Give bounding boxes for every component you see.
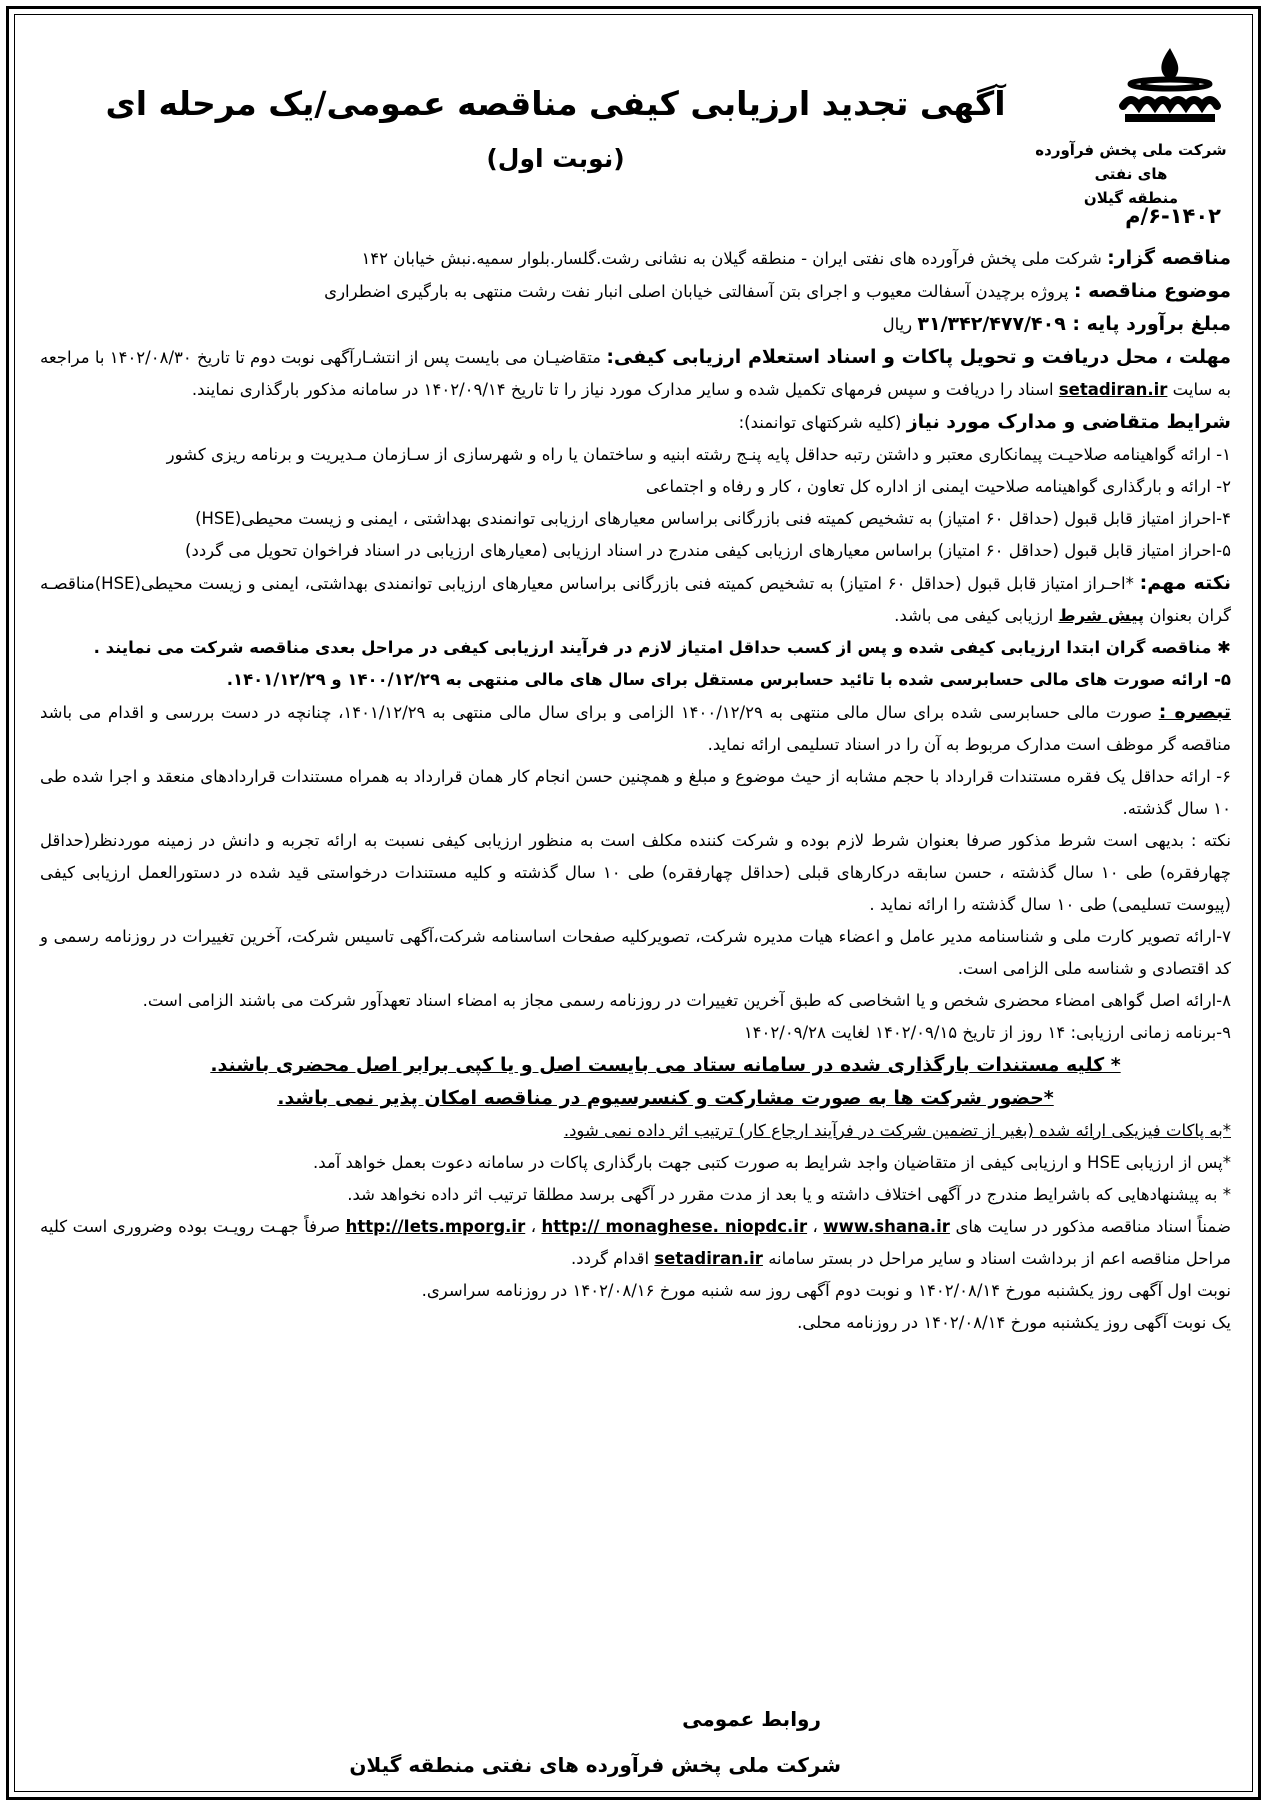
condition-item: ۶- ارائه حداقل یک فقره مستندات قرارداد با حجم مشابه از حیث موضوع و مبلغ و همچنین حسن انجام کار همان قرارداد به همراه مستندات قراردادهای منعقد و اجرا شده طی ۱۰ سال گذشته. xyxy=(40,767,1231,818)
important-key: پیش شرط xyxy=(1058,606,1145,625)
notice-body xyxy=(40,242,1231,1339)
condition-item: ۸-ارائه اصل گواهی امضاء محضری شخص و یا اشخاصی که طبق آخرین تغییرات در روزنامه رسمی مجاز به امضاء اسناد تعهدآور شرکت می باشند الزامی است. xyxy=(142,991,1231,1010)
condition-item: ۷-ارائه تصویر کارت ملی و شناسنامه مدیر عامل و اعضاء هیات مدیره شرکت، تصویرکلیه صفحات اساسنامه شرکت،آگهی تاسیس شرکت، آخرین تغییرات در روزنامه رسمی و کد اقتصادی و شناسه ملی الزامی است. xyxy=(40,927,1231,978)
estimate-label: مبلغ برآورد پایه : ۳۱/۳۴۲/۴۷۷/۴۰۹ xyxy=(917,313,1231,335)
sites-text-2: صرفاً جهـت رویـت بوده وضروری است کلیه مراحل مناقصه اعم از برداشت اسناد و سایر مراحل در بستر سامانه xyxy=(40,1217,1231,1268)
important-note xyxy=(40,567,1231,632)
deadline-paragraph xyxy=(40,341,1231,406)
star-note xyxy=(40,632,1231,664)
shana-link[interactable]: www.shana.ir xyxy=(823,1217,950,1236)
notice-consortium xyxy=(40,1082,1231,1115)
notice-title: آگهی تجدید ارزیابی کیفی مناقصه عمومی/یک مرحله ای xyxy=(105,84,1006,123)
deadline-text-2: اسناد را دریافت و سپس فرمهای تکمیل شده و سایر مدارک مورد نیاز را تا تاریخ ۱۴۰۲/۰۹/۱۴ در سامانه مذکور بارگذاری نمایند. xyxy=(191,380,1054,399)
subject-label: موضوع مناقصه : xyxy=(1073,280,1231,302)
condition-note: نکته : بدیهی است شرط مذکور صرفا بعنوان شرط لازم بوده و شرکت کننده مکلف است به منظور ارزیابی کیفی نسبت به ارائه تجربه و دانش در زمینه موردنظر(حداقل چهارفقره) طی ۱۰ سال گذشته ، حسن سابقه درکارهای قبلی (حداقل چهارفقره) طی ۱۰ سال گذشته و کلیه مستندات درخواستی قید شده در دستورالعمل ارزیابی کیفی (پیوست تسلیمی) طی ۱۰ سال گذشته را ارائه نماید . xyxy=(40,831,1231,914)
organizer-label: مناقصه گزار: xyxy=(1107,247,1231,269)
setadiran-link-2[interactable]: setadiran.ir xyxy=(654,1249,763,1268)
subject-line xyxy=(40,275,1231,308)
deadline-label: مهلت ، محل دریافت و تحویل پاکات و اسناد استعلام ارزیابی کیفی: xyxy=(606,346,1231,368)
public-relations: روابط عمومی xyxy=(682,1707,821,1731)
company-header xyxy=(1031,138,1231,210)
important-text-2: ارزیابی کیفی می باشد. xyxy=(894,606,1054,625)
star-note-text: مناقصه گران ابتدا ارزیابی کیفی شده و پس از کسب حداقل امتیاز لازم در فرآیند ارزیابی کیفی در مراحل بعدی مناقصه شرکت می نمایند . xyxy=(93,638,1212,657)
publication-local: یک نوبت آگهی روز یکشنبه مورخ ۱۴۰۲/۰۸/۱۴ در روزنامه محلی. xyxy=(797,1313,1231,1332)
conditions-label-note: (کلیه شرکتهای توانمند): xyxy=(738,413,902,432)
organizer-line xyxy=(40,242,1231,275)
company-logo-icon xyxy=(1115,44,1225,134)
notice-consortium-text: *حضور شرکت ها به صورت مشارکت و کنسرسیوم در مناقصه امکان پذیر نمی باشد. xyxy=(277,1087,1054,1109)
important-label: نکته مهم: xyxy=(1139,572,1231,594)
publication-national: نوبت اول آگهی روز یکشنبه مورخ ۱۴۰۲/۰۸/۱۴ و نوبت دوم آگهی روز سه شنبه مورخ ۱۴۰۲/۰۸/۱۶ در روزنامه سراسری. xyxy=(421,1281,1231,1300)
company-region: منطقه گیلان xyxy=(1083,189,1179,207)
notice-physical xyxy=(40,1115,1231,1147)
conditions-label: شرایط متقاضی و مدارک مورد نیاز xyxy=(906,411,1231,433)
notice-subtitle: (نوبت اول) xyxy=(486,144,625,173)
important-text-1: *احـراز امتیاز قابل قبول (حداقل ۶۰ امتیاز) به تشخیص کمیته فنی بازرگانی براساس معیارهای ارزیابی توانمندی بهداشتی، ایمنی و زیست محیطی(HSE)مناقصـه گران بعنوان xyxy=(40,574,1231,625)
condition-item: ۵-احراز امتیاز قابل قبول (حداقل ۶۰ امتیاز) براساس معیارهای ارزیابی کیفی مندرج در اسناد ارزیابی (معیارهای ارزیابی در اسناد فراخوان تحویل می گردد) xyxy=(185,541,1231,560)
notice-hse: *پس از ارزیابی HSE و ارزیابی کیفی از متقاضیان واجد شرایط به صورت کتبی جهت بارگذاری پاکات در سامانه دعوت بعمل خواهد آمد. xyxy=(312,1153,1231,1172)
tabsare-text: صورت مالی حسابرسی شده برای سال مالی منتهی به ۱۴۰۰/۱۲/۲۹ الزامی و برای سال مالی منتهی به ۱۴۰۱/۱۲/۲۹، چنانچه در دست بررسی و اقدام می باشد مناقصه گر موظف است مدارک مربوط به آن را در اسناد تسلیمی ارائه نماید. xyxy=(40,703,1231,754)
tabsare-label: تبصره : xyxy=(1158,701,1231,723)
notice-documents xyxy=(40,1049,1231,1082)
sites-paragraph: ضمناً اسناد مناقصه مذکور در سایت های http://Iets.mporg.ir ، http:// monaghese. niopdc.ir ، www.shana.ir صرفاً جهـت رویـت بوده وضروری است کلیه مراحل مناقصه اعم از برداشت اسناد و سایر مراحل در بستر سامانه setadiran.ir اقدام گردد. xyxy=(40,1217,1231,1268)
tender-notice xyxy=(40,24,1231,1784)
condition-item: ۹-برنامه زمانی ارزیابی: ۱۴ روز از تاریخ ۱۴۰۲/۰۹/۱۵ لغایت ۱۴۰۲/۰۹/۲۸ xyxy=(743,1023,1231,1042)
footer-company: شرکت ملی پخش فرآورده های نفتی منطقه گیلان xyxy=(349,1753,841,1777)
tabsare-note xyxy=(40,696,1231,761)
condition-item: ۴-احراز امتیاز قابل قبول (حداقل ۶۰ امتیاز) به تشخیص کمیته فنی بازرگانی براساس معیارهای ارزیابی توانمندی بهداشتی ، ایمنی و زیست محیطی(HSE) xyxy=(195,509,1231,528)
notice-mismatch: * به پیشنهادهایی که باشرایط مندرج در آگهی اختلاف داشته و یا بعد از مدت مقرر در آگهی برسد مطلقا ترتیب اثر داده نخواهد شد. xyxy=(347,1185,1231,1204)
iets-link[interactable]: http://Iets.mporg.ir xyxy=(345,1217,526,1236)
conditions-heading xyxy=(40,406,1231,439)
footer-signature xyxy=(40,1696,1231,1788)
organizer-text: شرکت ملی پخش فرآورده های نفتی ایران - منطقه گیلان به نشانی رشت.گلسار.بلوار سمیه.نبش خیابان ۱۴۲ xyxy=(361,249,1102,268)
condition-item: ۱- ارائه گواهینامه صلاحیـت پیمانکاری معتبر و داشتن رتبه حداقل پایه پنـج رشته ابنیه و ساختمان یا راه و شهرسازی از سـازمان مـدیریت و برنامه ریزی کشور xyxy=(166,445,1231,464)
notice-physical-text: *به پاکات فیزیکی ارائه شده (بغیر از تضمین شرکت در فرآیند ارجاع کار) ترتیب اثر داده نمی شود. xyxy=(563,1121,1231,1140)
condition-item: ۲- ارائه و بارگذاری گواهینامه صلاحیت ایمنی از اداره کل تعاون ، کار و رفاه و اجتماعی xyxy=(645,477,1231,496)
estimate-line xyxy=(40,308,1231,341)
monaghese-link[interactable]: http:// monaghese. niopdc.ir xyxy=(541,1217,808,1236)
sites-text-1: ضمناً اسناد مناقصه مذکور در سایت های xyxy=(955,1217,1231,1236)
condition-item: ۵- ارائه صورت های مالی حسابرسی شده با تائید حسابرس مستقل برای سال های مالی منتهی به ۱۴۰۰/۱۲/۲۹ و ۱۴۰۱/۱۲/۲۹. xyxy=(226,670,1231,689)
estimate-unit: ریال xyxy=(882,315,913,334)
notice-documents-text: * کلیه مستندات بارگذاری شده در سامانه ستاد می بایست اصل و یا کپی برابر اصل محضری باشند. xyxy=(210,1054,1121,1076)
sites-text-3: اقدام گردد. xyxy=(571,1249,650,1268)
deadline-text-1: متقاضیـان می بایست پس از انتشـارآگهی نوبت دوم تا تاریخ ۱۴۰۲/۰۸/۳۰ با مراجعه به سایت xyxy=(40,348,1231,399)
subject-text: پروژه برچیدن آسفالت معیوب و اجرای بتن آسفالتی خیابان اصلی انبار نفت رشت منتهی به بارگیری اضطراری xyxy=(324,282,1069,301)
star-icon: ✱ xyxy=(1211,638,1231,657)
company-name: شرکت ملی پخش فرآورده های نفتی xyxy=(1035,141,1227,183)
setadiran-link[interactable]: setadiran.ir xyxy=(1058,380,1168,399)
ad-number: ۶-۱۴۰۲/م xyxy=(1125,204,1221,228)
